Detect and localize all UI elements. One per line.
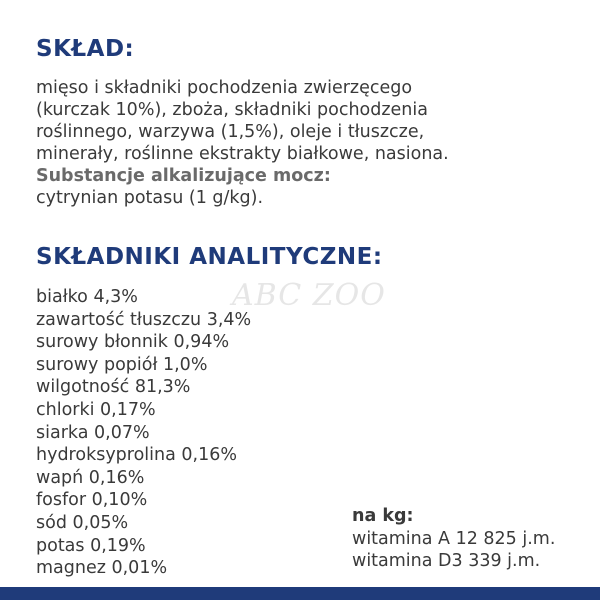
analytics-item: wilgotność 81,3% xyxy=(36,377,191,398)
bottom-bar xyxy=(0,587,600,600)
analytics-item: wapń 0,16% xyxy=(36,467,145,488)
analytics-list xyxy=(36,286,251,580)
urine-alkalizer-value: cytrynian potasu (1 g/kg). xyxy=(36,188,264,208)
analytics-item: siarka 0,07% xyxy=(36,422,150,443)
analytics-item: sód 0,05% xyxy=(36,512,129,533)
composition-line: minerały, roślinne ekstrakty białkowe, nasiona. xyxy=(36,144,449,164)
composition-heading: SKŁAD: xyxy=(36,36,135,62)
urine-alkalizer-heading: Substancje alkalizujące mocz: xyxy=(36,166,331,186)
per-kg-block xyxy=(352,505,555,573)
analytics-item: chlorki 0,17% xyxy=(36,399,156,420)
analytics-item: fosfor 0,10% xyxy=(36,490,148,511)
per-kg-heading: na kg: xyxy=(352,506,414,526)
composition-text xyxy=(36,77,576,209)
analytics-heading: SKŁADNIKI ANALITYCZNE: xyxy=(36,244,383,270)
analytics-item: zawartość tłuszczu 3,4% xyxy=(36,309,252,330)
composition-line: mięso i składniki pochodzenia zwierzęcego xyxy=(36,78,413,98)
analytics-item: hydroksyprolina 0,16% xyxy=(36,445,238,466)
composition-line: roślinnego, warzywa (1,5%), oleje i tłuszcze, xyxy=(36,122,425,142)
per-kg-item: witamina D3 339 j.m. xyxy=(352,551,541,572)
analytics-item: surowy błonnik 0,94% xyxy=(36,332,230,353)
per-kg-item: witamina A 12 825 j.m. xyxy=(352,528,556,549)
analytics-item: potas 0,19% xyxy=(36,535,146,556)
composition-line: (kurczak 10%), zboża, składniki pochodzenia xyxy=(36,100,428,120)
analytics-item: magnez 0,01% xyxy=(36,558,168,579)
analytics-item: białko 4,3% xyxy=(36,287,138,307)
analytics-item: surowy popiół 1,0% xyxy=(36,354,208,375)
watermark: ABC ZOO xyxy=(232,278,386,313)
